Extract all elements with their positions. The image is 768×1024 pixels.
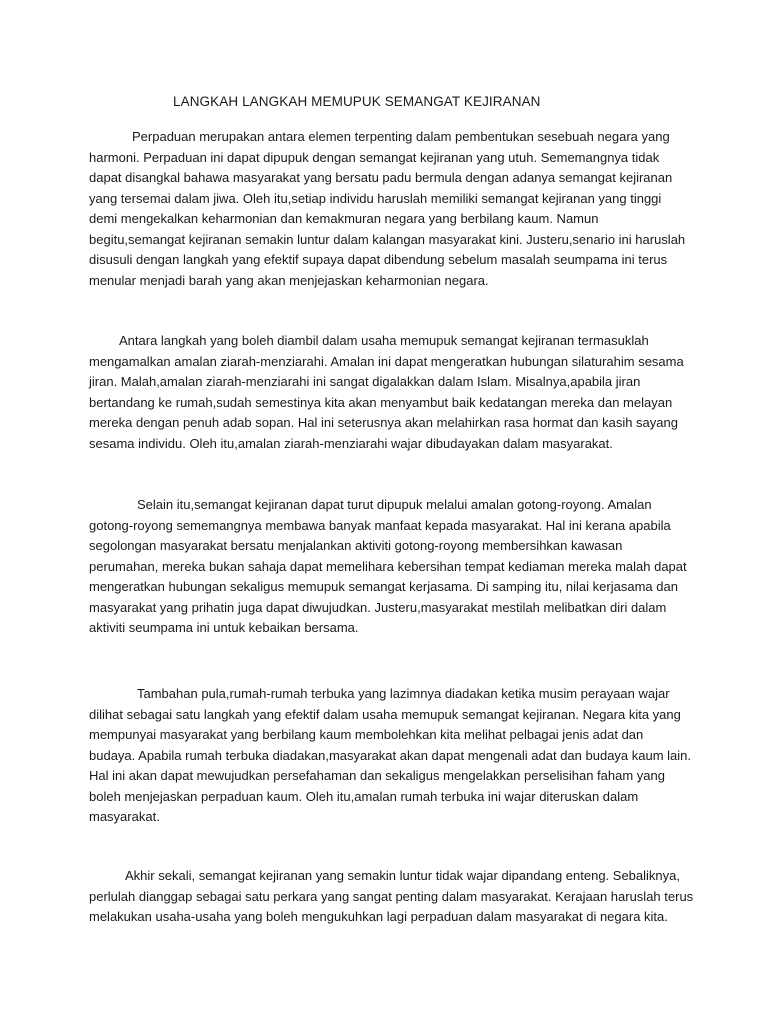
paragraph-line: mempunyai masyarakat yang berbilang kaum membolehkan kita melihat pelbagai jenis adat dan bbox=[89, 727, 644, 742]
paragraph-line: harmoni. Perpaduan ini dapat dipupuk dengan semangat kejiranan yang utuh. Sememangnya tidak bbox=[89, 149, 660, 165]
paragraph-line: perlulah dianggap sebagai satu perkara yang sangat penting dalam masyarakat. Kerajaan haruslah terus bbox=[89, 888, 694, 904]
paragraph-line: Hal ini akan dapat mewujudkan persefahaman dan sekaligus mengelakkan perselisihan faham yang bbox=[89, 768, 665, 783]
paragraph-line: masyarakat. bbox=[89, 809, 160, 824]
paragraph-line: demi mengekalkan keharmonian dan kemakmuran negara yang berbilang kaum. Namun bbox=[89, 211, 599, 226]
paragraph-line: begitu,semangat kejiranan semakin luntur dalam kalangan masyarakat kini. Justeru,senario ini haruslah bbox=[89, 231, 686, 247]
paragraph-line: bertandang ke rumah,sudah semestinya kita akan menyambut baik kedatangan mereka dan melayan bbox=[89, 394, 673, 410]
paragraph-line: sesama individu. Oleh itu,amalan ziarah-menziarahi wajar dibudayakan dalam masyarakat. bbox=[89, 435, 613, 451]
paragraph-conclusion bbox=[89, 866, 694, 928]
document-title: LANGKAH LANGKAH MEMUPUK SEMANGAT KEJIRANAN bbox=[173, 94, 541, 109]
paragraph-line: menular menjadi barah yang akan menjejaskan keharmonian negara. bbox=[89, 272, 489, 288]
paragraph-gotong-royong bbox=[89, 495, 687, 639]
paragraph-line: budaya. Apabila rumah terbuka diadakan,masyarakat akan dapat mengenali adat dan budaya kaum lain. bbox=[89, 747, 692, 763]
paragraph-line: Antara langkah yang boleh diambil dalam usaha memupuk semangat kejiranan termasuklah bbox=[119, 333, 649, 348]
paragraph-line: Selain itu,semangat kejiranan dapat turut dipupuk melalui amalan gotong-royong. Amalan bbox=[137, 497, 652, 512]
paragraph-line: gotong-royong sememangnya membawa banyak manfaat kepada masyarakat. Hal ini kerana apabila bbox=[89, 517, 671, 533]
paragraph-line: disusuli dengan langkah yang efektif supaya dapat dibendung sebelum masalah seumpama ini terus bbox=[89, 252, 668, 267]
paragraph-line: perumahan, mereka bukan sahaja dapat memelihara kebersihan tempat kediaman mereka malah dapat bbox=[89, 558, 687, 574]
paragraph-line: yang tersemai dalam jiwa. Oleh itu,setiap individu haruslah memiliki semangat kejiranan yang tinggi bbox=[89, 190, 662, 206]
paragraph-line: jiran. Malah,amalan ziarah-menziarahi ini sangat digalakkan dalam Islam. Misalnya,apabila jiran bbox=[89, 374, 641, 389]
paragraph-introduction bbox=[89, 127, 686, 291]
paragraph-line: dapat disangkal bahawa masyarakat yang bersatu padu bermula dengan adanya semangat kejiranan bbox=[89, 170, 673, 185]
paragraph-line: boleh menjejaskan perpaduan kaum. Oleh itu,amalan rumah terbuka ini wajar diteruskan dalam bbox=[89, 788, 639, 804]
paragraph-line: aktiviti seumpama ini untuk kebaikan bersama. bbox=[89, 620, 359, 635]
paragraph-ziarah bbox=[89, 331, 684, 454]
paragraph-line: melakukan usaha-usaha yang boleh mengukuhkan lagi perpaduan dalam masyarakat di negara kita. bbox=[89, 909, 668, 924]
paragraph-line: dilihat sebagai satu langkah yang efektif dalam usaha memupuk semangat kejiranan. Negara kita yang bbox=[89, 706, 681, 722]
paragraph-line: mengamalkan amalan ziarah-menziarahi. Amalan ini dapat mengeratkan hubungan silaturahim sesama bbox=[89, 353, 684, 369]
paragraph-line: segolongan masyarakat bersatu menjalankan aktiviti gotong-royong membersihkan kawasan bbox=[89, 538, 623, 553]
paragraph-line: Tambahan pula,rumah-rumah terbuka yang lazimnya diadakan ketika musim perayaan wajar bbox=[137, 686, 670, 701]
paragraph-line: mereka dengan penuh adab sopan. Hal ini seterusnya akan melahirkan rasa hormat dan kasih sayang bbox=[89, 415, 678, 430]
paragraph-line: mengeratkan hubungan sekaligus memupuk semangat kerjasama. Di samping itu, nilai kerjasama dan bbox=[89, 579, 678, 594]
paragraph-line: Perpaduan merupakan antara elemen terpenting dalam pembentukan sesebuah negara yang bbox=[132, 129, 670, 144]
paragraph-line: Akhir sekali, semangat kejiranan yang semakin luntur tidak wajar dipandang enteng. Sebaliknya, bbox=[125, 868, 680, 883]
paragraph-rumah-terbuka bbox=[89, 684, 692, 828]
paragraph-line: masyarakat yang prihatin juga dapat diwujudkan. Justeru,masyarakat mestilah melibatkan diri dalam bbox=[89, 599, 667, 615]
